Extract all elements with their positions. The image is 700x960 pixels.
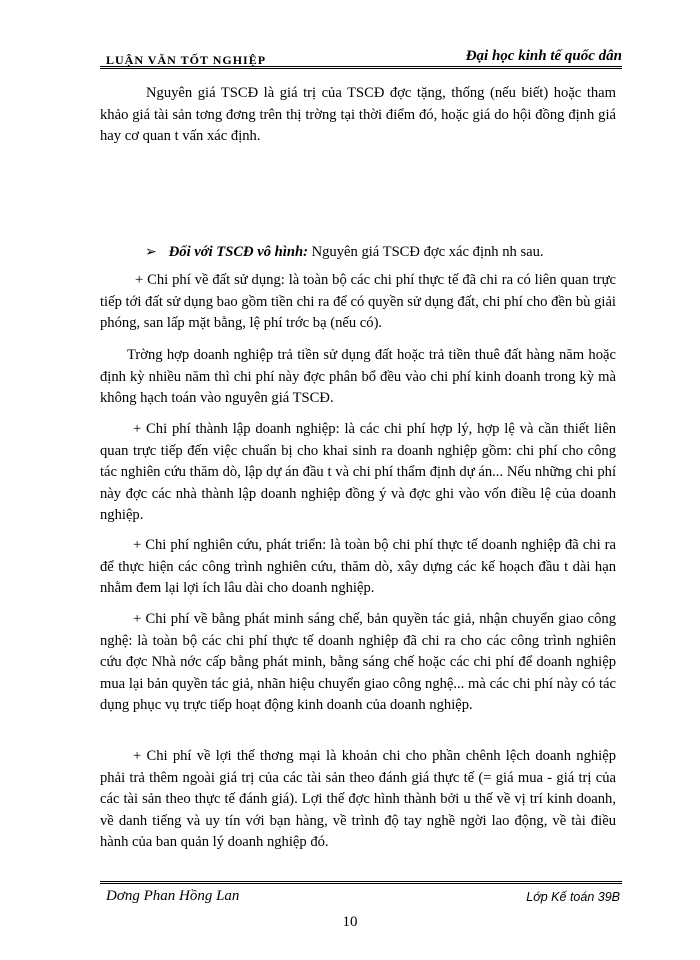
footer-rule [100, 881, 622, 884]
page-number: 10 [342, 914, 358, 930]
arrow-bullet-icon: ➢ [145, 245, 157, 260]
bullet-lead: Đối với TSCĐ vô hình: [168, 244, 308, 260]
paragraph-2: + Chi phí về đất sử dụng: là toàn bộ các chi phí thực tế đã chi ra có liên quan trực tiếp tới đất sử dụng bao gồm tiền chi ra để có quyền sử dụng đất, chi phí cho đền bù giải phóng, san lấp mặt bằng, lệ phí trớc bạ (nếu có). [100, 272, 616, 331]
header-rule [100, 66, 622, 69]
bullet-intangible [145, 244, 544, 261]
header-thesis-title: LUẬN VĂN TỐT NGHIỆP [106, 53, 267, 67]
paragraph-7: + Chi phí về lợi thế thơng mại là khoản chi cho phần chênh lệch doanh nghiệp phải trả thêm ngoài giá trị của các tài sản theo đánh giá thực tế (= giá mua - giá trị của các tài sản theo thực tế đánh giá). Lợi thế đợc hình thành bởi u thế về vị trí kinh doanh, về danh tiếng và uy tín với bạn hàng, về trình độ tay nghề ngời lao động, về tài điều hành của ban quản lý doanh nghiệp đó. [100, 748, 616, 850]
header-university: Đại học kinh tế quốc dân [465, 48, 622, 64]
footer-author: Dơng Phan Hồng Lan [106, 888, 240, 904]
paragraph-6: + Chi phí về bằng phát minh sáng chế, bản quyền tác giả, nhận chuyển giao công nghệ: là toàn bộ các chi phí thực tế doanh nghiệp đã chi ra cho các công trình nghiên cứu đợc Nhà nớc cấp bằng phát minh, bằng sáng chế hoặc các chi phí để doanh nghiệp mua lại bản quyền tác giả, nhãn hiệu chuyển giao công nghệ... mà các chi phí này có tác dụng phục vụ trực tiếp hoạt động kinh doanh của doanh nghiệp. [100, 611, 616, 713]
paragraph-1: Nguyên giá TSCĐ là giá trị của TSCĐ đợc tặng, thống (nếu biết) hoặc tham khảo giá tài sản tơng đơng trên thị trờng tại thời điểm đó, hoặc giá do hội đồng định giá hay cơ quan t vấn xác định. [100, 85, 616, 144]
footer-class: Lớp Kế toán 39B [526, 890, 620, 904]
paragraph-5: + Chi phí nghiên cứu, phát triển: là toàn bộ chi phí thực tế doanh nghiệp đã chi ra để thực hiện các công trình nghiên cứu, thăm dò, xây dựng các kế hoạch đầu t dài hạn nhằm đem lại lợi ích lâu dài cho doanh nghiệp. [100, 537, 616, 596]
bullet-text: Nguyên giá TSCĐ đợc xác định nh sau. [307, 244, 544, 260]
paragraph-3: Trờng hợp doanh nghiệp trả tiền sử dụng đất hoặc trả tiền thuê đất hàng năm hoặc định kỳ nhiều năm thì chi phí này đợc phân bổ đều vào chi phí kinh doanh trong kỳ mà không hạch toán vào nguyên giá TSCĐ. [100, 347, 616, 406]
paragraph-4: + Chi phí thành lập doanh nghiệp: là các chi phí hợp lý, hợp lệ và cần thiết liên quan trực tiếp đến việc chuẩn bị cho khai sinh ra doanh nghiệp gồm: chi phí cho công tác nghiên cứu thăm dò, lập dự án đầu t và chi phí thẩm định dự án... Nếu những chi phí này đợc các nhà thành lập doanh nghiệp đồng ý và đợc ghi vào vốn điều lệ của doanh nghiệp. [100, 421, 616, 523]
